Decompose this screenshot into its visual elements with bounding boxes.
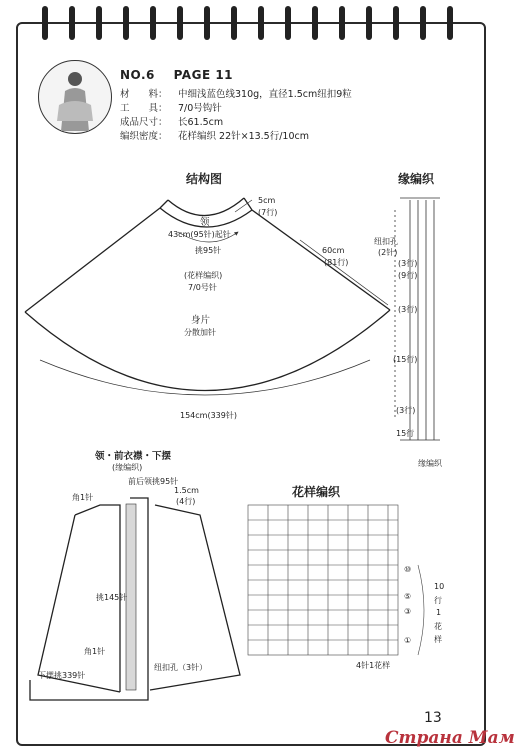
neck-pick: 挑95针 — [195, 246, 222, 255]
front-subtitle: (缘编织) — [112, 463, 143, 472]
edge-count-6: 15行 — [396, 429, 415, 438]
edge-band-label: 缘编织 — [418, 459, 442, 468]
spec-size: 成品尺寸： 长61.5cm — [120, 117, 224, 128]
side-row-4: 花 — [434, 622, 442, 631]
row-marker-5: ⑤ — [404, 592, 412, 601]
edge-band-chart — [395, 198, 440, 440]
hem-pick: 下摆挑339针 — [38, 671, 86, 680]
hem-width: 154cm(339针) — [180, 411, 237, 420]
watermark-logo: Страна Мам — [385, 728, 515, 748]
spec-material: 材 料： 中细浅蓝色线310g，直径1.5cm纽扣9粒 — [120, 89, 352, 100]
front-buttonhole: 纽扣孔（3针） — [154, 663, 208, 672]
buttonhole-sts: (2针) — [378, 248, 398, 257]
buttonhole-label: 纽扣孔 — [374, 237, 398, 246]
corner-bottom-label: 角1针 — [84, 647, 106, 656]
row-marker-1: ① — [404, 636, 412, 645]
length-cm: 60cm — [322, 246, 345, 255]
side-row-1: 10 — [434, 582, 445, 591]
front-band-fill — [126, 504, 136, 690]
collar-rows: (7行) — [258, 208, 278, 217]
band-rows: (4行) — [176, 497, 196, 506]
front-title: 领・前衣襟・下摆 — [95, 451, 172, 462]
stitch-chart-grid — [248, 505, 424, 655]
neck-width: 43cm(95针)起针 — [168, 230, 231, 239]
pattern-no: NO.6 — [120, 68, 155, 82]
collar-label: 领 — [200, 217, 210, 228]
side-row-2: 行 — [434, 596, 442, 605]
edge-count-3: (3行) — [398, 305, 418, 314]
page-number: 13 — [424, 710, 442, 726]
side-row-5: 样 — [434, 635, 442, 644]
spec-tool: 工 具： 7/0号钩针 — [120, 103, 222, 114]
pattern-label: (花样编织) — [184, 271, 223, 280]
repeat-label: 4针1花样 — [356, 661, 391, 670]
structure-title: 结构图 — [186, 172, 223, 186]
row-marker-10: ⑩ — [404, 565, 412, 574]
edge-count-2: (9行) — [398, 271, 418, 280]
edge-count-1: (3行) — [398, 259, 418, 268]
edge-count-5: (3行) — [396, 406, 416, 415]
edge-title: 缘编织 — [398, 172, 435, 186]
collar-height: 5cm — [258, 196, 276, 205]
front-pick: 挑145针 — [96, 593, 128, 602]
side-row-3: 1 — [436, 608, 442, 617]
page-ref: PAGE 11 — [173, 68, 234, 82]
stitch-title: 花样编织 — [292, 485, 341, 499]
row-marker-3: ③ — [404, 607, 412, 616]
edge-count-4: (15行) — [393, 355, 418, 364]
band-width: 1.5cm — [174, 486, 199, 495]
front-neck-pick: 前后领挑95针 — [128, 477, 179, 486]
length-rows: (81行) — [324, 258, 349, 267]
spec-gauge: 编织密度： 花样编织 22针×13.5行/10cm — [120, 131, 309, 142]
corner-top-label: 角1针 — [72, 493, 94, 502]
increase-label: 分散加针 — [184, 328, 216, 337]
hook-size: 7/0号针 — [188, 283, 217, 292]
body-label: 身片 — [191, 315, 211, 326]
